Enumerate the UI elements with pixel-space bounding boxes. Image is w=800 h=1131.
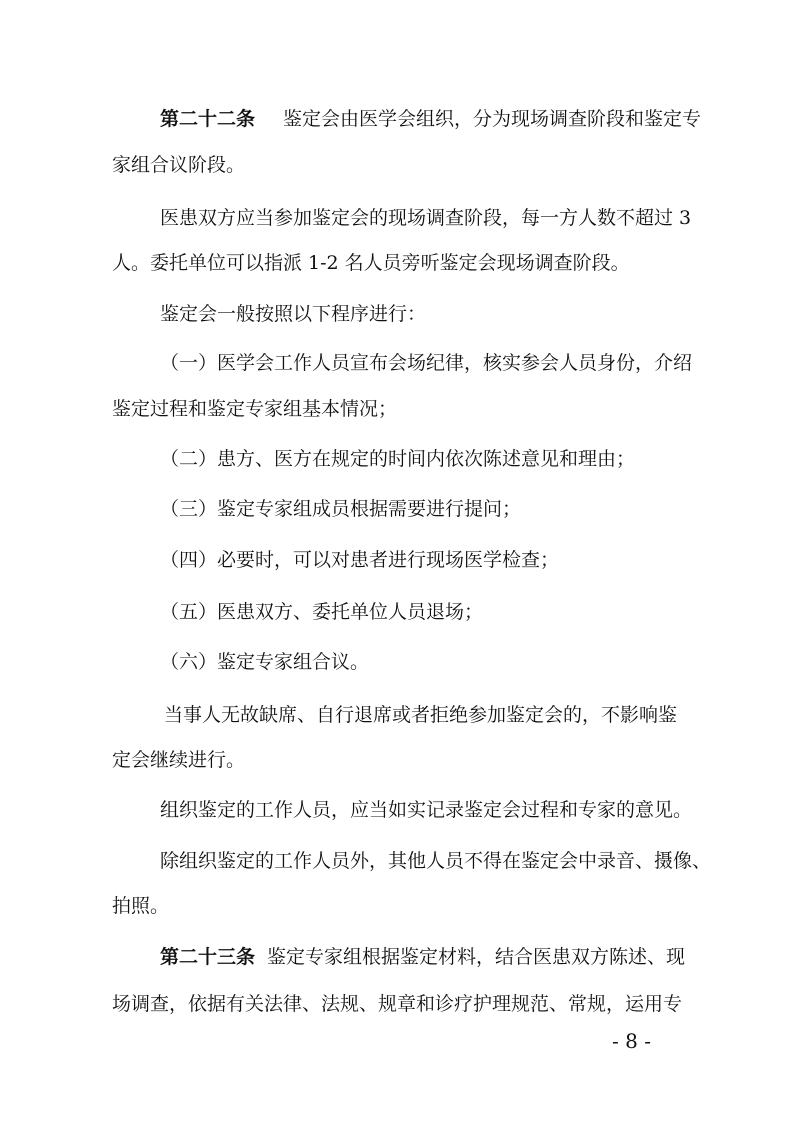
absence-line-2: 定会继续进行。	[112, 749, 246, 771]
record-paragraph: 组织鉴定的工作人员，应当如实记录鉴定会过程和专家的意见。	[160, 799, 693, 821]
procedure-item-4: （四）必要时，可以对患者进行现场医学检查；	[160, 549, 560, 571]
recording-ban-line-2: 拍照。	[112, 895, 170, 917]
article-22-text-line-1: 鉴定会由医学会组织，分为现场调查阶段和鉴定专	[283, 108, 702, 130]
article-22-line-1	[160, 107, 701, 131]
procedure-item-1-line-1: （一）医学会工作人员宣布会场纪律，核实参会人员身份，介绍	[160, 352, 693, 374]
article-22-heading: 第二十二条	[160, 108, 256, 130]
article-22-line-2: 家组合议阶段。	[112, 154, 246, 176]
recording-ban-line-1: 除组织鉴定的工作人员外，其他人员不得在鉴定会中录音、摄像、	[160, 850, 712, 872]
article-23-line-2: 场调查，依据有关法律、法规、规章和诊疗护理规范、常规，运用专	[112, 993, 683, 1015]
procedure-item-3: （三）鉴定专家组成员根据需要进行提问；	[160, 498, 522, 520]
procedure-intro: 鉴定会一般按照以下程序进行：	[160, 303, 427, 325]
procedure-item-5: （五）医患双方、委托单位人员退场；	[160, 601, 484, 623]
article-23-line-1	[160, 945, 685, 969]
procedure-item-2: （二）患方、医方在规定的时间内依次陈述意见和理由；	[160, 448, 636, 470]
procedure-item-6: （六）鉴定专家组合议。	[160, 651, 370, 673]
absence-line-1: 当事人无故缺席、自行退席或者拒绝参加鉴定会的，不影响鉴	[164, 704, 678, 726]
article-23-heading: 第二十三条	[160, 946, 256, 968]
article-23-text-line-1: 鉴定专家组根据鉴定材料，结合医患双方陈述、现	[267, 946, 686, 968]
attendance-line-1: 医患双方应当参加鉴定会的现场调查阶段，每一方人数不超过 3	[160, 207, 692, 229]
procedure-item-1-line-2: 鉴定过程和鉴定专家组基本情况；	[112, 398, 398, 420]
attendance-line-2: 人。委托单位可以指派 1-2 名人员旁听鉴定会现场调查阶段。	[112, 252, 630, 274]
page-number: - 8 -	[612, 1029, 651, 1053]
